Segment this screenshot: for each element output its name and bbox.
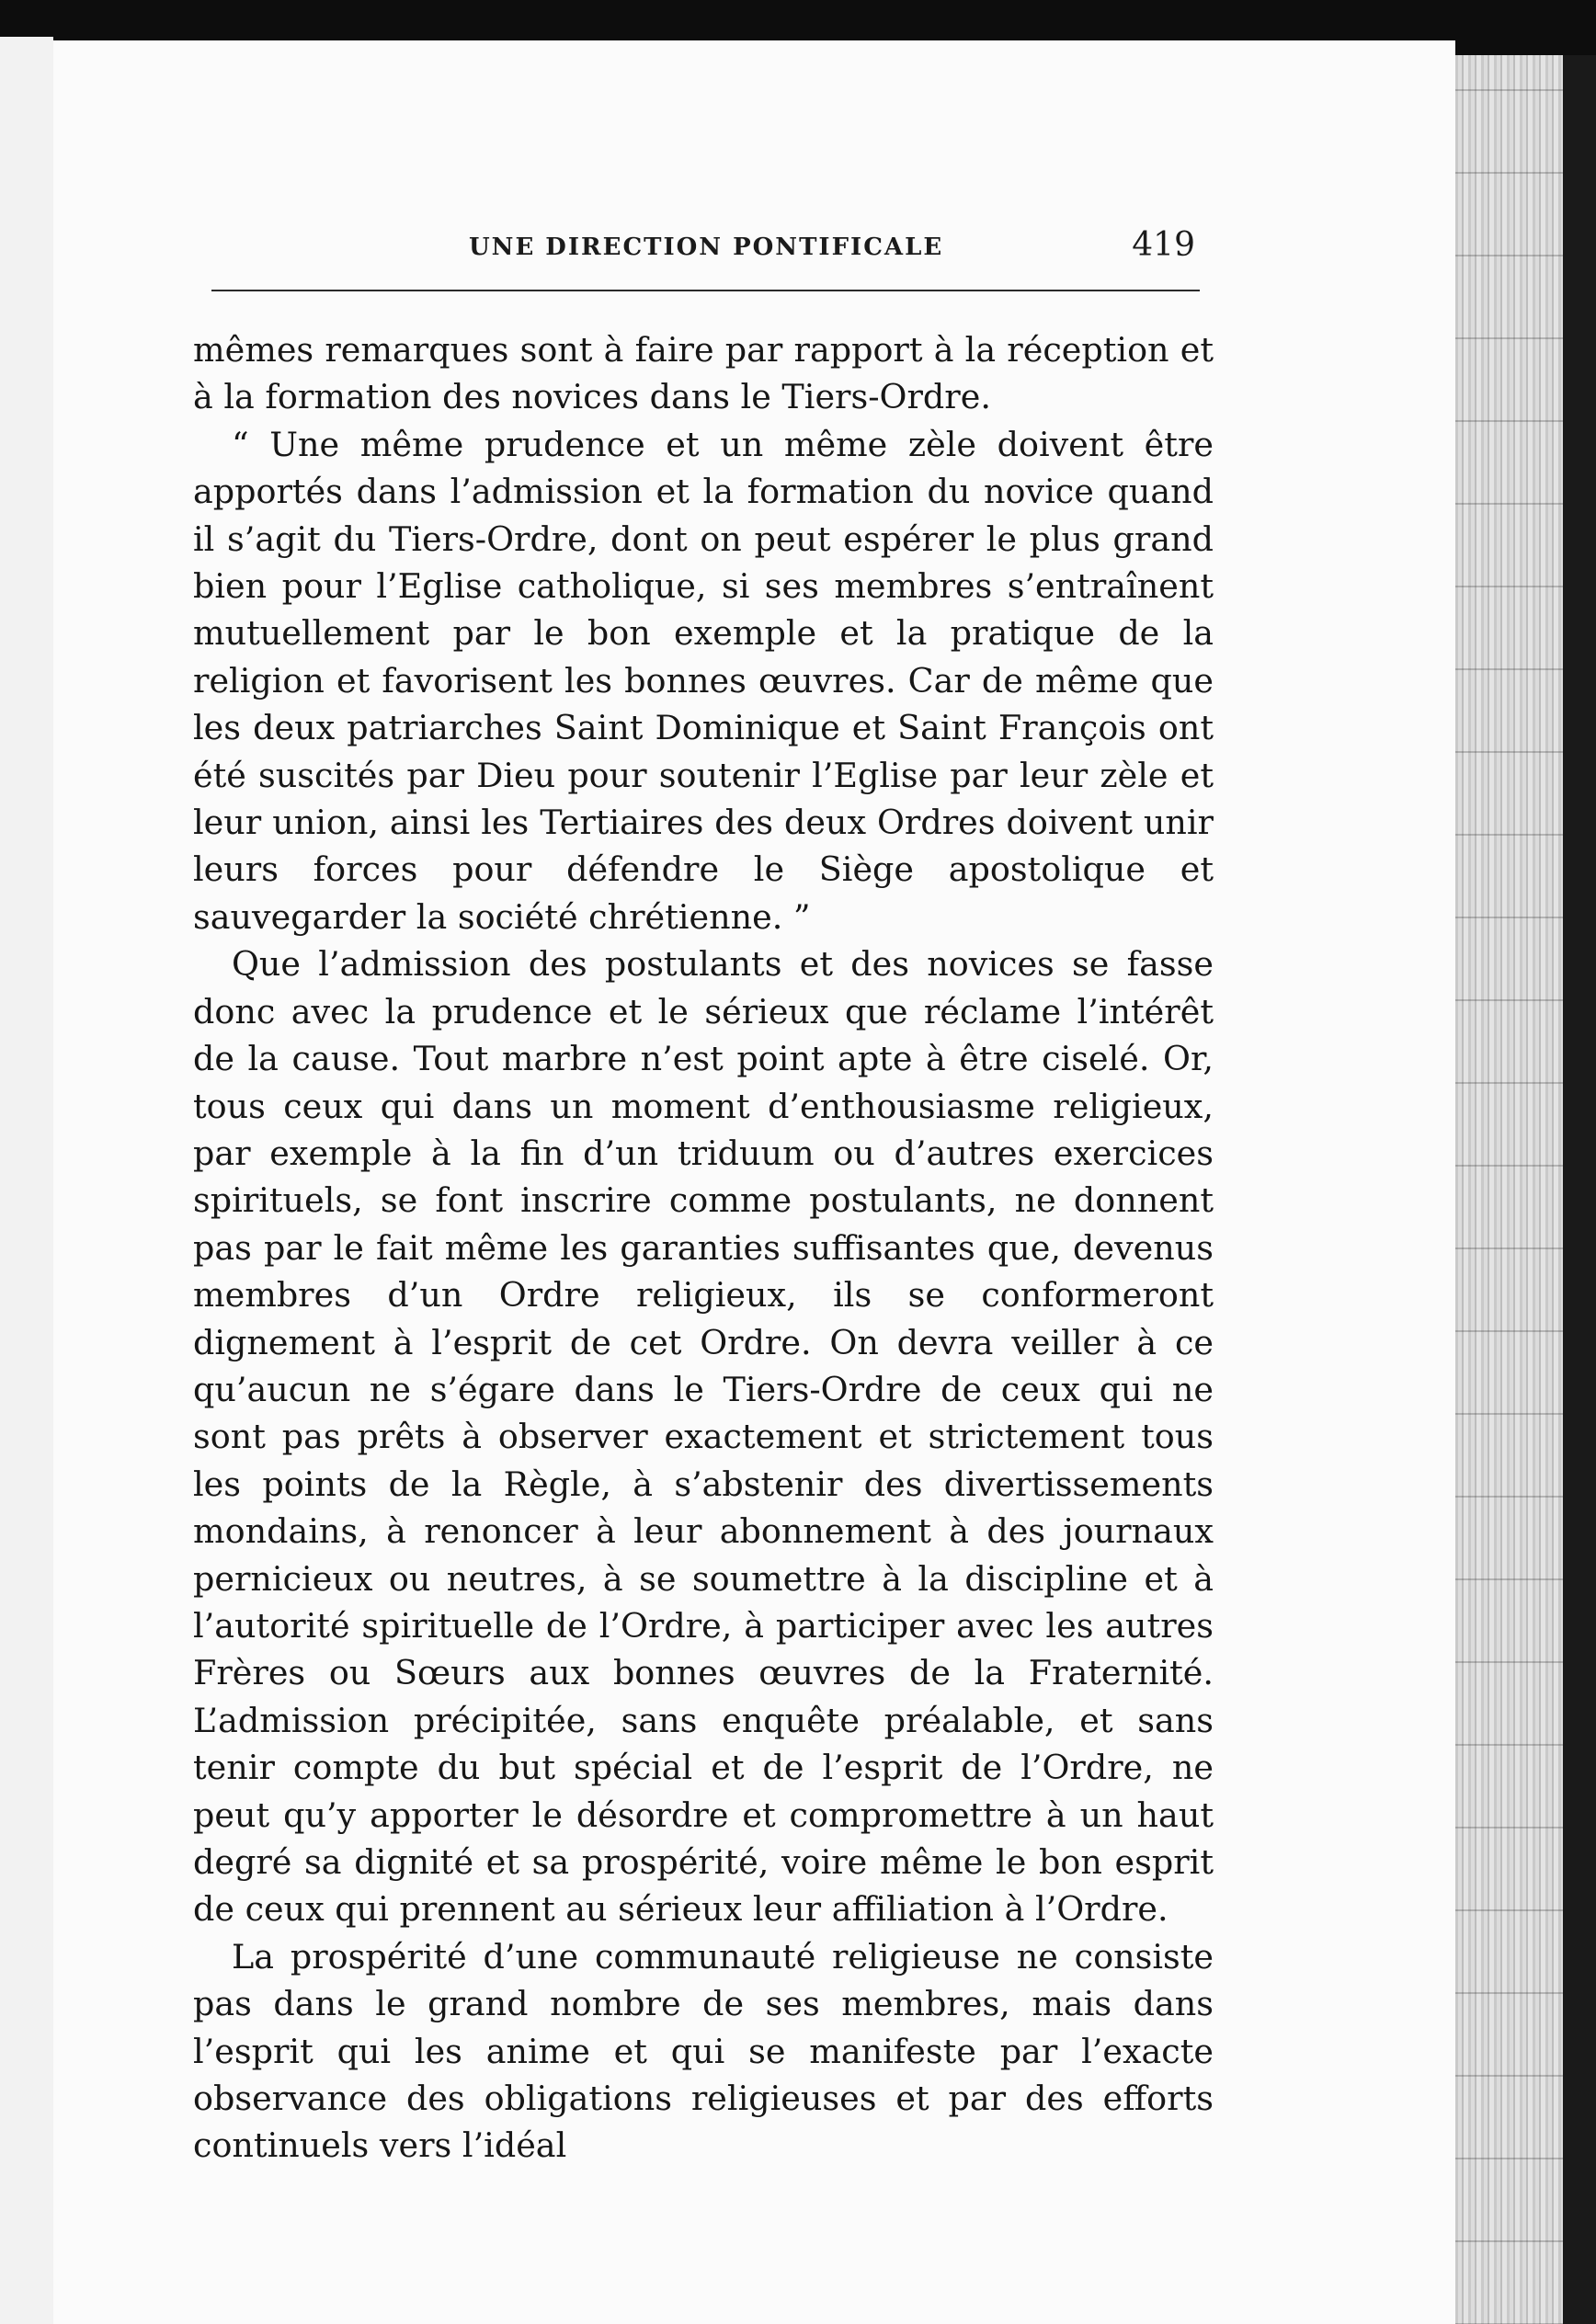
paragraph-continuation: mêmes remarques sont à faire par rapport à la réception et à la formation des novices dans le Tiers-Ordre. <box>193 330 1214 417</box>
body-text <box>193 326 1214 2170</box>
paragraph-prosperity: La prospérité d’une communauté religieuse ne consiste pas dans le grand nombre de ses membres, mais dans l’esprit qui les anime et qui se manifeste par l’exacte observance des obligations religieuses et par des efforts continuels vers l’idéal <box>193 1936 1214 2166</box>
facing-page-edge <box>0 37 53 2324</box>
running-title: UNE DIRECTION PONTIFICALE <box>469 234 944 261</box>
book-edge-shadow <box>1563 55 1596 2324</box>
paragraph-quotation: “ Une même prudence et un même zèle doivent être apportés dans l’admission et la formation du novice quand il s’agit du Tiers-Ordre, dont on peut espérer le plus grand bien pour l’Eglise catholique, si ses membres s’entraînent mutuellement par le bon exemple et la pratique de la religion et favorisent les bonnes œuvres. Car de même que les deux patriarches Saint Dominique et Saint François ont été suscités par Dieu pour soutenir l’Eglise par leur zèle et leur union, ainsi les Tertiaires des deux Ordres doivent unir leurs forces pour défendre le Siège apostolique et sauvegarder la société chrétienne. ” <box>193 424 1214 937</box>
page-stack-edge <box>1455 55 1579 2324</box>
page-number: 419 <box>1132 226 1195 264</box>
header-rule <box>211 290 1200 291</box>
paragraph-admission: Que l’admission des postulants et des novices se fasse donc avec la prudence et le sérieux que réclame l’intérêt de la cause. Tout marbre n’est point apte à être ciselé. Or, tous ceux qui dans un moment d’enthousiasme religieux, par exemple à la fin d’un triduum ou d’autres exercices spirituels, se font inscrire comme postulants, ne donnent pas par le fait même les garanties suffisantes que, devenus membres d’un Ordre religieux, ils se conformeront dignement à l’esprit de cet Ordre. On devra veiller à ce qu’aucun ne s’égare dans le Tiers-Ordre de ceux qui ne sont pas prêts à observer exactement et strictement tous les points de la Règle, à s’abstenir des divertissements mondains, à renoncer à leur abonnement à des journaux pernicieux ou neutres, à se soumettre à la discipline et à l’autorité spirituelle de l’Ordre, à participer avec les autres Frères ou Sœurs aux bonnes œuvres de la Fraternité. L’admission précipitée, sans enquête préalable, et sans tenir compte du but spécial et de l’esprit de l’Ordre, ne peut qu’y apporter le désordre et compromettre à un haut degré sa dignité et sa prospérité, voire même le bon esprit de ceux qui prennent au sérieux leur affiliation à l’Ordre. <box>193 944 1214 1930</box>
running-head <box>211 221 1195 285</box>
